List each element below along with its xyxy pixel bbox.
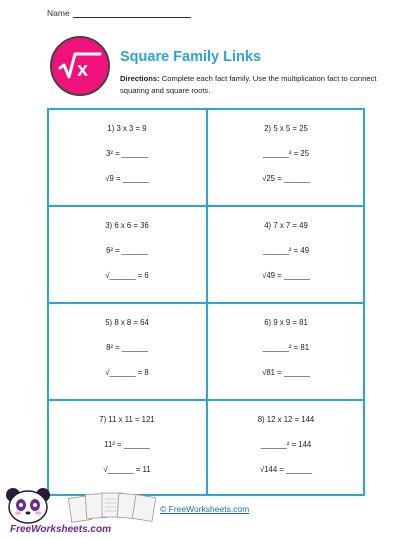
square-fact[interactable]: 11² = ______: [104, 440, 150, 449]
root-fact[interactable]: √25 = ______: [262, 174, 310, 183]
multiplication-fact: 6) 9 x 9 = 81: [264, 318, 308, 327]
square-fact[interactable]: 8² = ______: [106, 343, 148, 352]
problem-cell: [208, 207, 364, 302]
square-fact[interactable]: 3² = ______: [106, 149, 148, 158]
page-title: Square Family Links: [120, 49, 262, 65]
name-field[interactable]: [47, 8, 191, 18]
worksheet-thumbnails: [68, 491, 158, 528]
multiplication-fact: 3) 6 x 6 = 36: [105, 221, 149, 230]
root-fact[interactable]: √______ = 8: [105, 368, 149, 377]
root-fact[interactable]: √______ = 11: [103, 465, 151, 474]
multiplication-fact: 8) 12 x 12 = 144: [257, 415, 315, 424]
square-fact[interactable]: ______² = 49: [262, 246, 310, 255]
problem-cell: [49, 401, 205, 496]
square-fact[interactable]: ______² = 25: [262, 149, 310, 158]
problem-cell: [49, 110, 205, 205]
problem-cell: [49, 207, 205, 302]
square-fact[interactable]: ______² = 81: [262, 343, 310, 352]
problem-cell: [49, 304, 205, 399]
multiplication-fact: 2) 5 x 5 = 25: [264, 124, 308, 133]
name-label: Name: [47, 8, 70, 18]
problem-grid: [47, 108, 365, 496]
root-fact[interactable]: √144 = ______: [259, 465, 313, 474]
brand-logo: FreeWorksheets.com: [10, 524, 111, 535]
root-fact[interactable]: √49 = ______: [262, 271, 310, 280]
name-blank[interactable]: [73, 8, 191, 18]
multiplication-fact: 4) 7 x 7 = 49: [264, 221, 308, 230]
directions-label: Directions:: [120, 74, 160, 83]
directions-text: Complete each fact family. Use the multiplication fact to connect squaring and square roots.: [120, 74, 377, 95]
root-fact[interactable]: √81 = ______: [262, 368, 310, 377]
problem-cell: [208, 304, 364, 399]
square-root-x-icon: [50, 36, 110, 96]
svg-text:x: x: [77, 59, 89, 81]
root-fact[interactable]: √9 = ______: [105, 174, 149, 183]
root-fact[interactable]: √______ = 6: [105, 271, 149, 280]
multiplication-fact: 7) 11 x 11 = 121: [99, 415, 155, 424]
problem-cell: [208, 401, 364, 496]
directions: [120, 73, 380, 97]
multiplication-fact: 5) 8 x 8 = 64: [105, 318, 149, 327]
problem-cell: [208, 110, 364, 205]
footer-link[interactable]: © FreeWorksheets.com: [160, 504, 250, 514]
multiplication-fact: 1) 3 x 3 = 9: [107, 124, 147, 133]
square-fact[interactable]: ______² = 144: [260, 440, 312, 449]
square-fact[interactable]: 6² = ______: [106, 246, 148, 255]
